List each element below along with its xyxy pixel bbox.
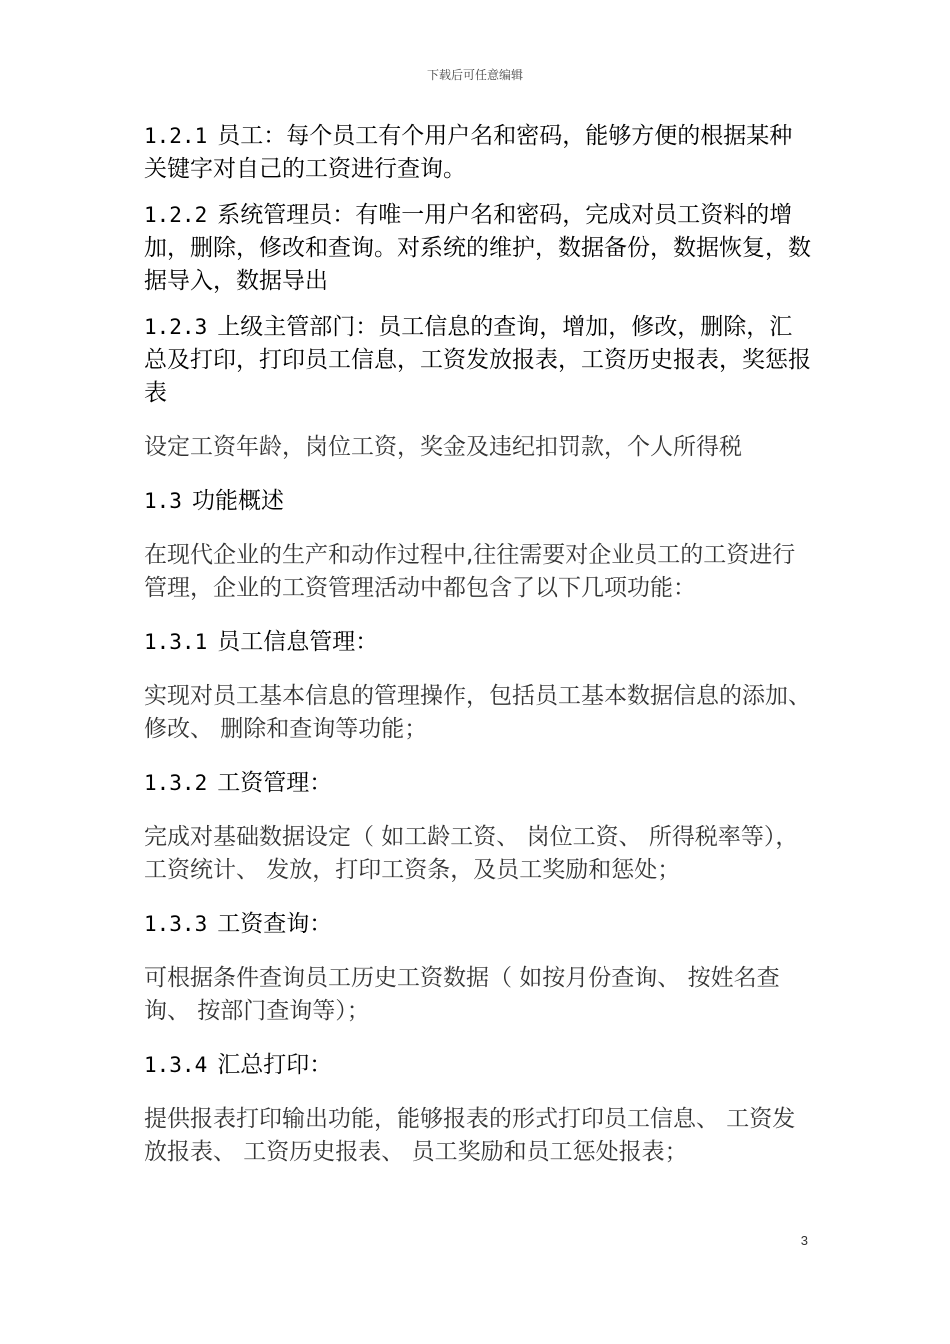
body-paragraph-salary-query: 可根据条件查询员工历史工资数据（ 如按月份查询、 按姓名查询、 按部门查询等）；: [144, 965, 780, 1024]
section-1-3-3: [144, 908, 812, 941]
body-paragraph-employee-info: 实现对员工基本信息的管理操作，包括员工基本数据信息的添加、 修改、 删除和查询等功能；: [144, 683, 811, 742]
section-text: 工资查询：: [217, 911, 333, 937]
body-paragraph-overview: 在现代企业的生产和动作过程中,往往需要对企业员工的工资进行管理，企业的工资管理活动中都包含了以下几项功能：: [144, 542, 796, 601]
section-text: 系统管理员：有唯一用户名和密码，完成对员工资料的增加，删除，修改和查询。对系统的维护，数据备份，数据恢复，数据导入，数据导出: [144, 202, 811, 294]
section-number: 1.2.3: [144, 315, 208, 339]
section-number: 1.3.1: [144, 630, 208, 654]
section-number: 1.2.2: [144, 203, 208, 227]
body-paragraph-summary-print: 提供报表打印输出功能，能够报表的形式打印员工信息、 工资发放报表、 工资历史报表、 员工奖励和员工惩处报表；: [144, 1106, 796, 1165]
document-body: [144, 120, 812, 1169]
section-text: 工资管理：: [217, 770, 333, 796]
section-text: 功能概述: [191, 488, 284, 514]
section-1-2-3: [144, 311, 812, 410]
section-1-2-1: [144, 120, 812, 186]
section-1-3: [144, 485, 812, 518]
section-text: 员工：每个员工有个用户名和密码，能够方便的根据某种关键字对自己的工资进行查询。: [144, 123, 793, 182]
section-number: 1.3: [144, 489, 182, 513]
section-1-2-2: [144, 199, 812, 298]
section-text: 员工信息管理：: [217, 629, 379, 655]
section-number: 1.3.2: [144, 771, 208, 795]
section-text: 汇总打印：: [217, 1052, 333, 1078]
page-header: 下载后可任意编辑: [426, 68, 523, 82]
section-number: 1.2.1: [144, 124, 208, 148]
section-number: 1.3.4: [144, 1053, 208, 1077]
section-1-3-4: [144, 1049, 812, 1082]
body-paragraph-salary-settings: 设定工资年龄，岗位工资，奖金及违纪扣罚款，个人所得税: [144, 434, 742, 460]
section-number: 1.3.3: [144, 912, 208, 936]
page-number: 3: [800, 1233, 808, 1248]
section-1-3-1: [144, 626, 812, 659]
section-1-3-2: [144, 767, 812, 800]
body-paragraph-salary-management: 完成对基础数据设定（ 如工龄工资、 岗位工资、 所得税率等），工资统计、 发放，打印工资条，及员工奖励和惩处；: [144, 824, 799, 883]
section-text: 上级主管部门：员工信息的查询，增加，修改，删除，汇总及打印，打印员工信息，工资发放报表，工资历史报表，奖惩报表: [144, 314, 811, 406]
